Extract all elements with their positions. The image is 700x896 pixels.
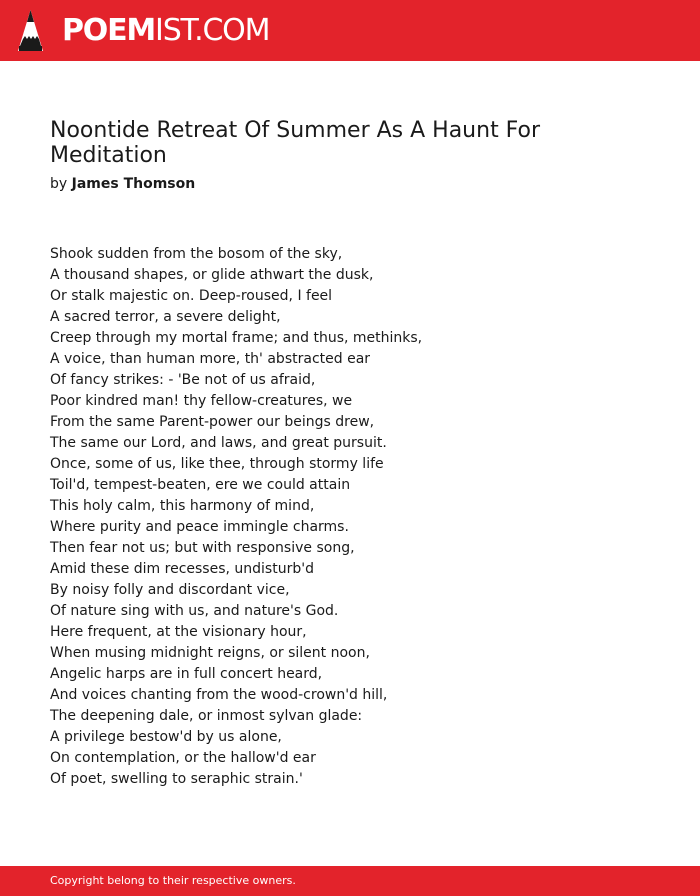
poem-line: A privilege bestow'd by us alone, [50,729,282,745]
poem-line: Here frequent, at the visionary hour, [50,624,307,640]
site-logo[interactable] [62,11,269,51]
site-header [0,0,700,61]
byline [50,174,195,194]
poem-line: From the same Parent-power our beings drew, [50,414,375,430]
poem-line: Shook sudden from the bosom of the sky, [50,246,343,262]
poem-body [50,244,650,790]
poem-line: This holy calm, this harmony of mind, [50,498,315,514]
poem-line: By noisy folly and discordant vice, [50,582,290,598]
poem-line: Or stalk majestic on. Deep-roused, I feel [50,288,333,304]
author-name: James Thomson [71,176,196,192]
poem-line: Toil'd, tempest-beaten, ere we could attain [50,477,351,493]
poem-line: When musing midnight reigns, or silent noon, [50,645,370,661]
logo-text-light: IST.COM [155,13,270,48]
copyright-notice: Copyright belong to their respective owners. [50,874,296,887]
poem-line: Of poet, swelling to seraphic strain.' [50,771,303,787]
poem-line: Poor kindred man! thy fellow-creatures, we [50,393,353,409]
poem-line: Angelic harps are in full concert heard, [50,666,323,682]
pencil-icon [17,9,44,53]
poem-line: On contemplation, or the hallow'd ear [50,750,316,766]
by-label: by [50,176,68,192]
poem-line: A thousand shapes, or glide athwart the dusk, [50,267,374,283]
poem-line: Then fear not us; but with responsive song, [50,540,355,556]
poem-line: Where purity and peace immingle charms. [50,519,349,535]
poem-line: The deepening dale, or inmost sylvan glade: [50,708,363,724]
logo-text-bold: POEM [62,13,156,48]
poem-line: Once, some of us, like thee, through stormy life [50,456,384,472]
poem-line: The same our Lord, and laws, and great pursuit. [50,435,387,451]
poem-line: And voices chanting from the wood-crown'd hill, [50,687,388,703]
site-footer [0,866,700,896]
poem-title: Noontide Retreat Of Summer As A Haunt For Meditation [50,118,541,168]
poem-line: Amid these dim recesses, undisturb'd [50,561,314,577]
poem-line: Of fancy strikes: - 'Be not of us afraid, [50,372,316,388]
poem-line: Creep through my mortal frame; and thus, methinks, [50,330,423,346]
poem-line: Of nature sing with us, and nature's God. [50,603,339,619]
poem-line: A sacred terror, a severe delight, [50,309,281,325]
poem-line: A voice, than human more, th' abstracted ear [50,351,371,367]
